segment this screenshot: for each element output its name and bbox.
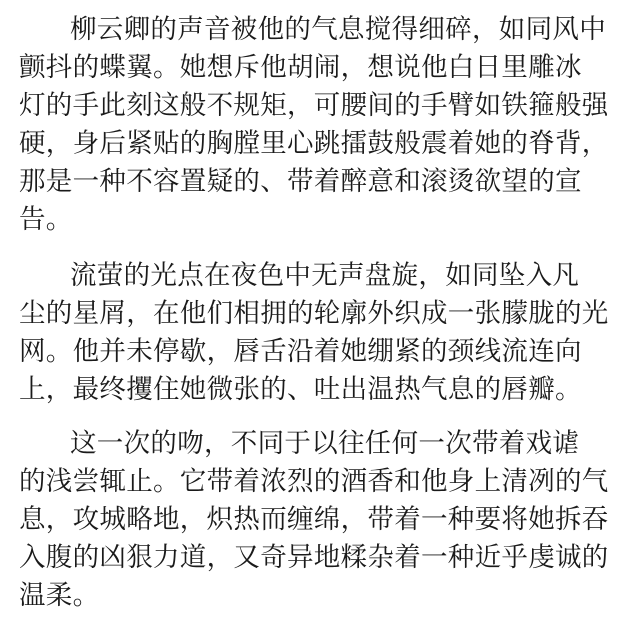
- text-line: 灯的手此刻这般不规矩，可腰间的手臂如铁箍般强: [19, 90, 609, 121]
- text-line: 硬，身后紧贴的胸膛里心跳擂鼓般震着她的脊背，: [19, 128, 609, 159]
- text-line: 尘的星屑，在他们相拥的轮廓外织成一张朦胧的光: [19, 298, 609, 329]
- text-line: 的浅尝辄止。它带着浓烈的酒香和他身上清冽的气: [19, 466, 609, 497]
- text-line: 入腹的凶狠力道，又奇异地糅杂着一种近乎虔诚的: [19, 542, 609, 573]
- text-line: 颤抖的蝶翼。她想斥他胡闹，想说他白日里雕冰: [19, 52, 582, 83]
- text-line: 流萤的光点在夜色中无声盘旋，如同坠入凡: [70, 260, 580, 291]
- text-line: 上，最终攫住她微张的、吐出温热气息的唇瓣。: [19, 374, 582, 405]
- text-line: 这一次的吻，不同于以往任何一次带着戏谑: [70, 428, 580, 459]
- text-line: 那是一种不容置疑的、带着醉意和滚烫欲望的宣: [19, 166, 582, 197]
- text-line: 网。他并未停歇，唇舌沿着她绷紧的颈线流连向: [19, 336, 582, 367]
- text-line: 温柔。: [19, 580, 100, 611]
- text-line: 告。: [19, 204, 73, 235]
- text-line: 息，攻城略地，炽热而缠绵，带着一种要将她拆吞: [19, 504, 609, 535]
- text-line: 柳云卿的声音被他的气息搅得细碎，如同风中: [70, 14, 606, 45]
